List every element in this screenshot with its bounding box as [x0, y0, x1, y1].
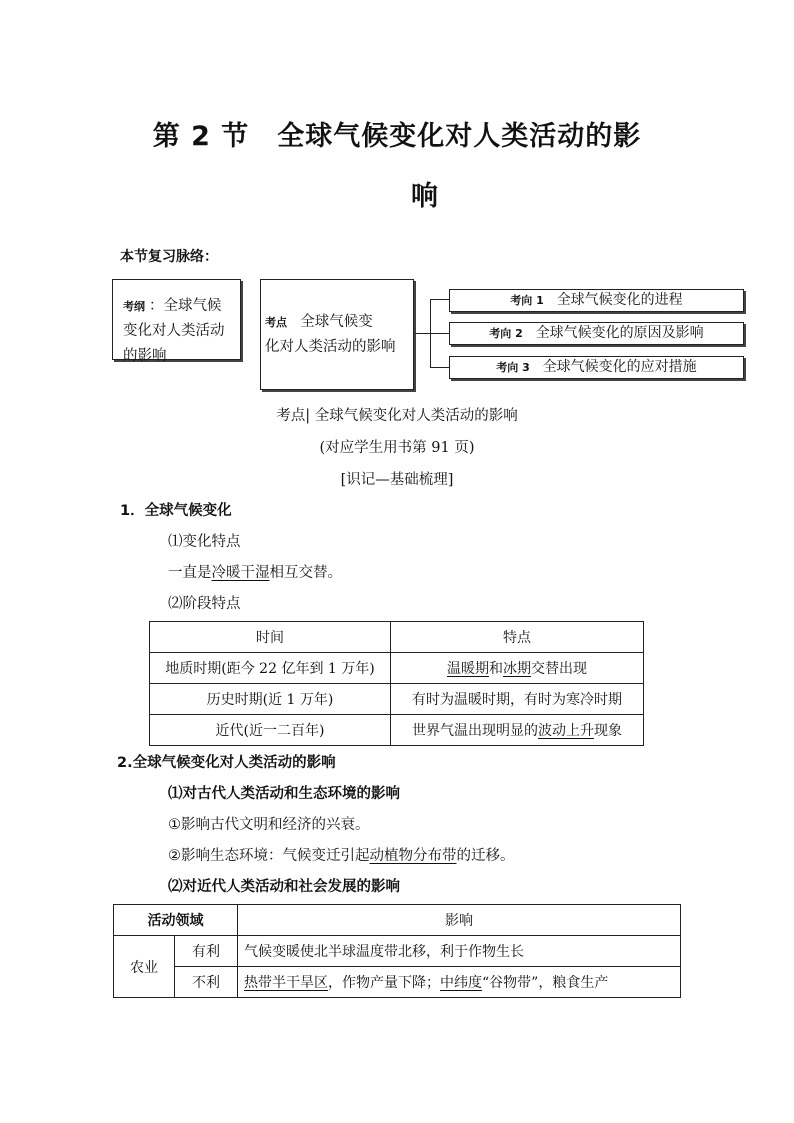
table-cell: 历史时期(近 1 万年) — [150, 684, 391, 715]
text-span: “谷物带”，粮食生产 — [482, 975, 609, 991]
underlined-term: 中纬度 — [440, 975, 482, 991]
direction-text: 全球气候变化的应对措施 — [542, 359, 697, 375]
text-span: 现象 — [594, 723, 622, 739]
underlined-term: 波动上升 — [538, 723, 594, 739]
underlined-term: 冰期 — [503, 661, 531, 677]
kaodian-heading: 考点| 全球气候变化对人类活动的影响 — [276, 408, 518, 424]
table-cell — [391, 715, 644, 746]
direction-2 — [449, 322, 744, 345]
underlined-term: 热带半干旱区 — [244, 975, 328, 991]
connector-line — [430, 333, 449, 334]
direction-tag: 考向 1 — [510, 294, 544, 307]
underlined-term: 冷暖干湿 — [211, 565, 270, 581]
kaogang-text: ：全球气候 — [149, 298, 222, 314]
kaodian-text-2: 化对人类活动的影响 — [265, 339, 396, 355]
section-2-title: 2.全球气候变化对人类活动的影响 — [117, 755, 336, 771]
text-span: ，作物产量下降； — [328, 975, 440, 991]
table-header: 活动领域 — [114, 905, 238, 936]
kaodian-text: 全球气候变 — [300, 314, 373, 330]
outline-box-kaogang — [112, 279, 241, 364]
page-title: 第 2 节 全球气候变化对人类活动的影 — [152, 121, 642, 152]
text-span: 一直是 — [168, 565, 212, 581]
subsection-2-2: ⑵对近代人类活动和社会发展的影响 — [168, 879, 400, 895]
direction-tag: 考向 2 — [489, 327, 523, 340]
page-reference: (对应学生用书第 91 页) — [319, 440, 475, 456]
table-cell — [238, 967, 681, 998]
subsection-2-1: ⑴对古代人类活动和生态环境的影响 — [168, 786, 400, 802]
table-header: 影响 — [238, 905, 681, 936]
subsection-1-2: ⑵阶段特点 — [168, 596, 241, 612]
text-line — [168, 561, 342, 582]
table-row — [114, 967, 681, 998]
text-span: 和 — [489, 661, 503, 677]
table-header: 特点 — [391, 622, 644, 653]
table-row — [150, 684, 644, 715]
kaodian-tag: 考点 — [265, 316, 287, 329]
text-span: 交替出现 — [531, 661, 587, 677]
table-cell: 有利 — [175, 936, 238, 967]
underlined-term: 温暖期 — [447, 661, 489, 677]
text-span: 的迁移。 — [456, 848, 515, 864]
category-cell: 农业 — [114, 936, 175, 998]
direction-tag: 考向 3 — [496, 361, 530, 374]
list-item: ①影响古代文明和经济的兴衰。 — [168, 817, 370, 833]
text-span: ②影响生态环境：气候变迁引起 — [168, 848, 370, 864]
connector-line — [430, 367, 449, 368]
kaogang-tag: 考纲 — [123, 300, 145, 313]
connector-line — [430, 299, 449, 300]
list-item — [168, 844, 515, 865]
connector-line — [415, 333, 430, 334]
outline-box-kaodian — [260, 279, 414, 390]
stages-table — [149, 621, 644, 746]
table-header: 时间 — [150, 622, 391, 653]
subsection-1-1: ⑴变化特点 — [168, 534, 241, 550]
kaogang-text-2: 变化对人类活动 — [123, 323, 225, 339]
table-cell: 有时为温暖时期，有时为寒冷时期 — [391, 684, 644, 715]
text-span: 相互交替。 — [269, 565, 342, 581]
underlined-term: 动植物分布带 — [369, 848, 457, 864]
text-span: 世界气温出现明显的 — [412, 723, 538, 739]
table-row — [150, 715, 644, 746]
table-cell: 气候变暖使北半球温度带北移，利于作物生长 — [238, 936, 681, 967]
direction-text: 全球气候变化的原因及影响 — [535, 325, 704, 341]
impact-table — [113, 904, 681, 998]
page-title-cont: 响 — [411, 181, 439, 212]
table-cell: 近代(近一二百年) — [150, 715, 391, 746]
direction-1 — [449, 289, 744, 312]
outline-label: 本节复习脉络： — [120, 249, 218, 265]
section-1-title: 1．全球气候变化 — [120, 503, 232, 519]
direction-3 — [449, 356, 744, 379]
table-cell — [391, 653, 644, 684]
section-label: [识记—基础梳理] — [340, 472, 454, 488]
table-row — [114, 936, 681, 967]
kaogang-text-3: 的影响 — [123, 348, 167, 364]
table-cell: 不利 — [175, 967, 238, 998]
table-row — [150, 653, 644, 684]
direction-text: 全球气候变化的进程 — [556, 292, 683, 308]
table-cell: 地质时期(距今 22 亿年到 1 万年) — [150, 653, 391, 684]
